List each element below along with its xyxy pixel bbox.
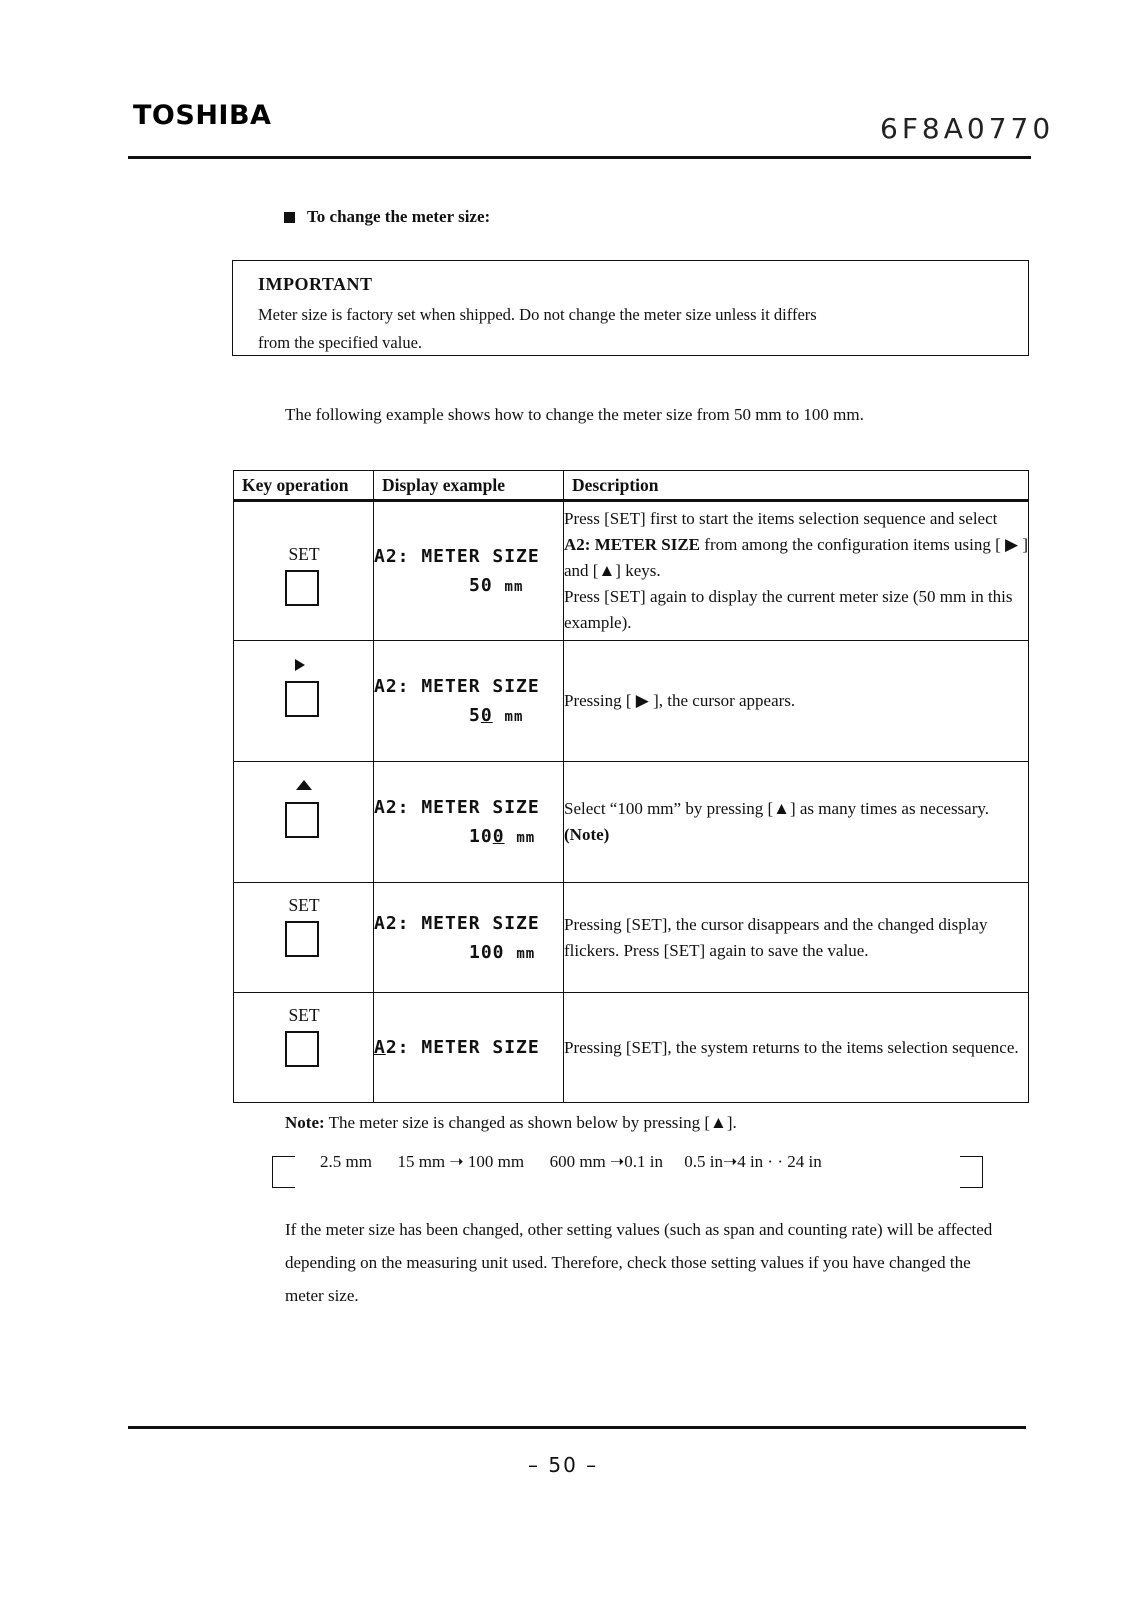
key-operation-cell [234, 501, 374, 641]
display-value: 5 [469, 705, 481, 726]
description-bold: A2: METER SIZE [564, 535, 701, 554]
description-text: Press [SET] again to display the current meter size (50 mm in this example). [564, 587, 1013, 632]
display-example-cell [374, 762, 564, 883]
page-number: – 50 – [528, 1453, 599, 1477]
display-cursor-digit: 0 [492, 826, 505, 847]
description-text: Select “100 mm” by pressing [▲] as many times as necessary. [564, 799, 990, 818]
description-cell [564, 993, 1029, 1103]
display-unit: mm [504, 709, 524, 725]
important-text-line1: Meter size is factory set when shipped. Do not change the meter size unless it differs [258, 305, 817, 324]
display-unit: mm [504, 579, 524, 595]
key-operation-cell [234, 883, 374, 993]
display-line: A2: METER SIZE [374, 912, 540, 934]
note-label: Note: [285, 1113, 325, 1132]
size-sequence-diagram [272, 1152, 992, 1192]
up-arrow-key-icon [285, 802, 319, 838]
brand-logo: TOSHIBA [133, 100, 272, 131]
display-value-line [374, 705, 563, 726]
display-unit: mm [516, 830, 536, 846]
sequence-bracket-right [960, 1156, 983, 1188]
display-value: 50 [469, 575, 493, 596]
key-label: SET [288, 1005, 320, 1025]
footer-divider [128, 1426, 1026, 1429]
display-example-cell [374, 883, 564, 993]
description-text: Pressing [SET], the system returns to the items selection sequence. [564, 1037, 1019, 1057]
display-cursor-char: A [374, 1037, 386, 1058]
right-arrow-icon [295, 659, 305, 671]
note-line [285, 1113, 737, 1133]
closing-paragraph: If the meter size has been changed, other setting values (such as span and counting rate) will be affected depending on the measuring unit used. Therefore, check those setting values if you have changed the meter size. [285, 1220, 993, 1305]
note-text: The meter size is changed as shown below by pressing [▲]. [324, 1113, 737, 1132]
description-text: from among the configuration items using [ ▶ ] and [▲] keys. [564, 535, 1029, 580]
table-row [234, 762, 1029, 883]
important-title: IMPORTANT [258, 274, 373, 294]
display-line: A2: METER SIZE [374, 797, 540, 818]
display-example-cell [374, 501, 564, 641]
set-key-icon [285, 570, 319, 606]
display-value-line [374, 942, 563, 963]
display-cursor-digit: 0 [480, 705, 493, 726]
display-example-cell [374, 641, 564, 762]
display-value-line [374, 826, 563, 847]
column-header: Description [564, 471, 1029, 501]
important-text-line2: from the specified value. [258, 333, 423, 352]
intro-paragraph: The following example shows how to change the meter size from 50 mm to 100 mm. [285, 405, 864, 424]
table-row [234, 641, 1029, 762]
description-bold: (Note) [564, 825, 610, 844]
description-text: Pressing [SET], the cursor disappears and the changed display flickers. Press [SET] again to save the value. [564, 914, 988, 960]
description-cell [564, 883, 1029, 993]
table-row [234, 993, 1029, 1103]
display-example-cell [374, 993, 564, 1103]
section-heading [284, 207, 490, 227]
table-row [234, 883, 1029, 993]
table-header-row [234, 471, 1029, 501]
operation-table [233, 470, 1029, 1103]
description-cell [564, 501, 1029, 641]
column-header: Key operation [234, 471, 374, 501]
bullet-square-icon [284, 212, 295, 223]
right-arrow-key-icon [285, 681, 319, 717]
description-cell [564, 762, 1029, 883]
display-line-rest: 2: METER SIZE [385, 1037, 540, 1058]
sequence-bracket-left [272, 1156, 295, 1188]
key-operation-cell [234, 993, 374, 1103]
document-number: 6F8A0770 [880, 112, 1055, 145]
header-divider [128, 156, 1031, 159]
display-value-line [374, 575, 563, 596]
description-text: Press [SET] first to start the items selection sequence and select [564, 509, 998, 528]
column-header: Display example [374, 471, 564, 501]
description-text: Pressing [ ▶ ], the cursor appears. [564, 691, 796, 710]
up-arrow-icon [296, 780, 312, 790]
display-value: 100 [469, 941, 505, 963]
display-line: A2: METER SIZE [374, 546, 540, 567]
key-label: SET [288, 544, 320, 564]
key-operation-cell [234, 641, 374, 762]
display-unit: mm [516, 945, 536, 962]
display-line [374, 1037, 563, 1058]
important-text [258, 301, 958, 357]
display-line: A2: METER SIZE [374, 676, 540, 697]
section-heading-text: To change the meter size: [307, 207, 491, 226]
description-cell [564, 641, 1029, 762]
sequence-text: 2.5 mm 15 mm ➝ 100 mm 600 mm ➝0.1 in 0.5 in➝4 in · · 24 in [320, 1152, 822, 1171]
set-key-icon [285, 1031, 319, 1067]
set-key-icon [285, 921, 319, 957]
display-value: 10 [469, 826, 493, 847]
table-row [234, 501, 1029, 641]
key-label: SET [288, 895, 320, 915]
key-operation-cell [234, 762, 374, 883]
